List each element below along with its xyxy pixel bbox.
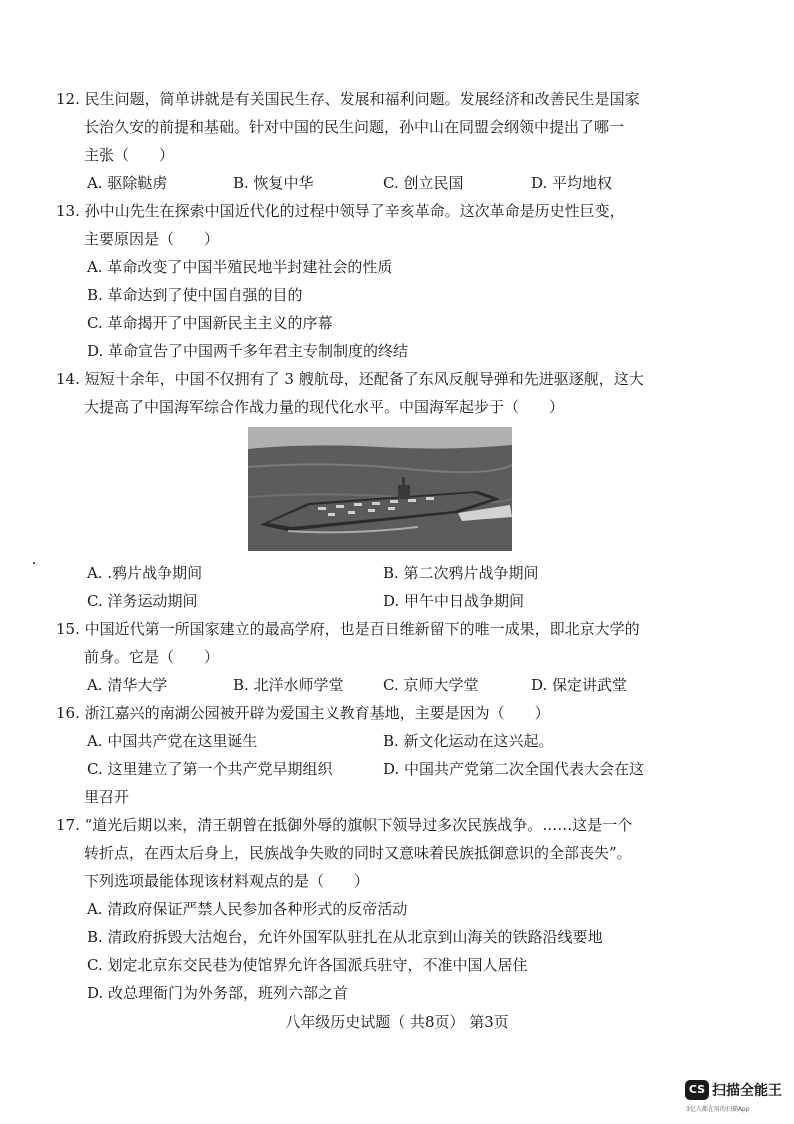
q14-option-b: B. 第二次鸦片战争期间 (383, 564, 539, 582)
camscanner-logo-icon: CS (685, 1080, 709, 1100)
q16-option-b: B. 新文化运动在这兴起。 (383, 732, 554, 750)
aircraft-carrier-illustration (248, 427, 512, 551)
q13-option-c: C. 革命揭开了中国新民主主义的序幕 (87, 314, 333, 332)
q15-stem-line1: 15. 中国近代第一所国家建立的最高学府，也是百日维新留下的唯一成果，即北京大学的 (56, 620, 640, 638)
q13-stem-line2: 主要原因是（ ） (84, 230, 220, 248)
q17-option-b: B. 清政府拆毁大沽炮台，允许外国军队驻扎在从北京到山海关的铁路沿线要地 (87, 928, 603, 946)
q13-option-d: D. 革命宣告了中国两千多年君主专制制度的终结 (87, 342, 409, 360)
q16-option-c: C. 这里建立了第一个共产党早期组织 (87, 760, 333, 778)
q14-option-a: A. .鸦片战争期间 (87, 564, 203, 582)
q17-stem-line1: 17. “道光后期以来，清王朝曾在抵御外辱的旗帜下领导过多次民族战争。……这是一个 (56, 816, 633, 834)
q12-option-d: D. 平均地权 (531, 174, 613, 192)
q14-option-c: C. 洋务运动期间 (87, 592, 198, 610)
scan-speck (33, 562, 35, 564)
q14-stem-line1: 14. 短短十余年，中国不仅拥有了 3 艘航母，还配备了东风反舰导弹和先进驱逐舰，这大 (56, 370, 644, 388)
q16-option-d-line2: 里召开 (84, 788, 130, 806)
q14-stem-line2: 大提高了中国海军综合作战力量的现代化水平。中国海军起步于（ ） (84, 398, 565, 416)
q12-option-b: B. 恢复中华 (233, 174, 314, 192)
q17-stem-line2: 转折点，在西太后身上，民族战争失败的同时又意味着民族抵御意识的全部丧失”。 (84, 844, 632, 862)
page-footer: 八年级历史试题（ 共8页） 第3页 (285, 1013, 509, 1031)
q15-option-c: C. 京师大学堂 (383, 676, 479, 694)
q17-option-c: C. 划定北京东交民巷为使馆界允许各国派兵驻守，不准中国人居住 (87, 956, 528, 974)
q17-option-d: D. 改总理衙门为外务部，班列六部之首 (87, 984, 349, 1002)
q16-stem-line1: 16. 浙江嘉兴的南湖公园被开辟为爱国主义教育基地，主要是因为（ ） (56, 704, 550, 722)
q15-option-d: D. 保定讲武堂 (531, 676, 628, 694)
q12-option-a: A. 驱除鞑虏 (87, 174, 168, 192)
q12-stem-line3: 主张（ ） (84, 146, 175, 164)
q16-option-a: A. 中国共产党在这里诞生 (87, 732, 258, 750)
q13-stem-line1: 13. 孙中山先生在探索中国近代化的过程中领导了辛亥革命。这次革命是历史性巨变， (56, 202, 625, 220)
q17-stem-line3: 下列选项最能体现该材料观点的是（ ） (84, 872, 370, 890)
q12-stem-line2: 长治久安的前提和基础。针对中国的民生问题，孙中山在同盟会纲领中提出了哪一 (84, 118, 625, 136)
q14-option-d: D. 甲午中日战争期间 (383, 592, 525, 610)
q16-option-d-line1: D. 中国共产党第二次全国代表大会在这 (383, 760, 645, 778)
aircraft-carrier-photo (248, 427, 512, 551)
q15-option-b: B. 北洋水师学堂 (233, 676, 344, 694)
scanner-app-name: 扫描全能王 (712, 1083, 782, 1099)
q13-option-b: B. 革命达到了使中国自强的目的 (87, 286, 303, 304)
q12-stem-line1: 12. 民生问题，简单讲就是有关国民生存、发展和福利问题。发展经济和改善民生是国家 (56, 90, 640, 108)
scanner-tagline: 3亿人都在用的扫描App (686, 1106, 750, 1113)
q15-stem-line2: 前身。它是（ ） (84, 648, 220, 666)
q15-option-a: A. 清华大学 (87, 676, 168, 694)
q12-option-c: C. 创立民国 (383, 174, 464, 192)
q17-option-a: A. 清政府保证严禁人民参加各种形式的反帝活动 (87, 900, 408, 918)
q13-option-a: A. 革命改变了中国半殖民地半封建社会的性质 (87, 258, 393, 276)
